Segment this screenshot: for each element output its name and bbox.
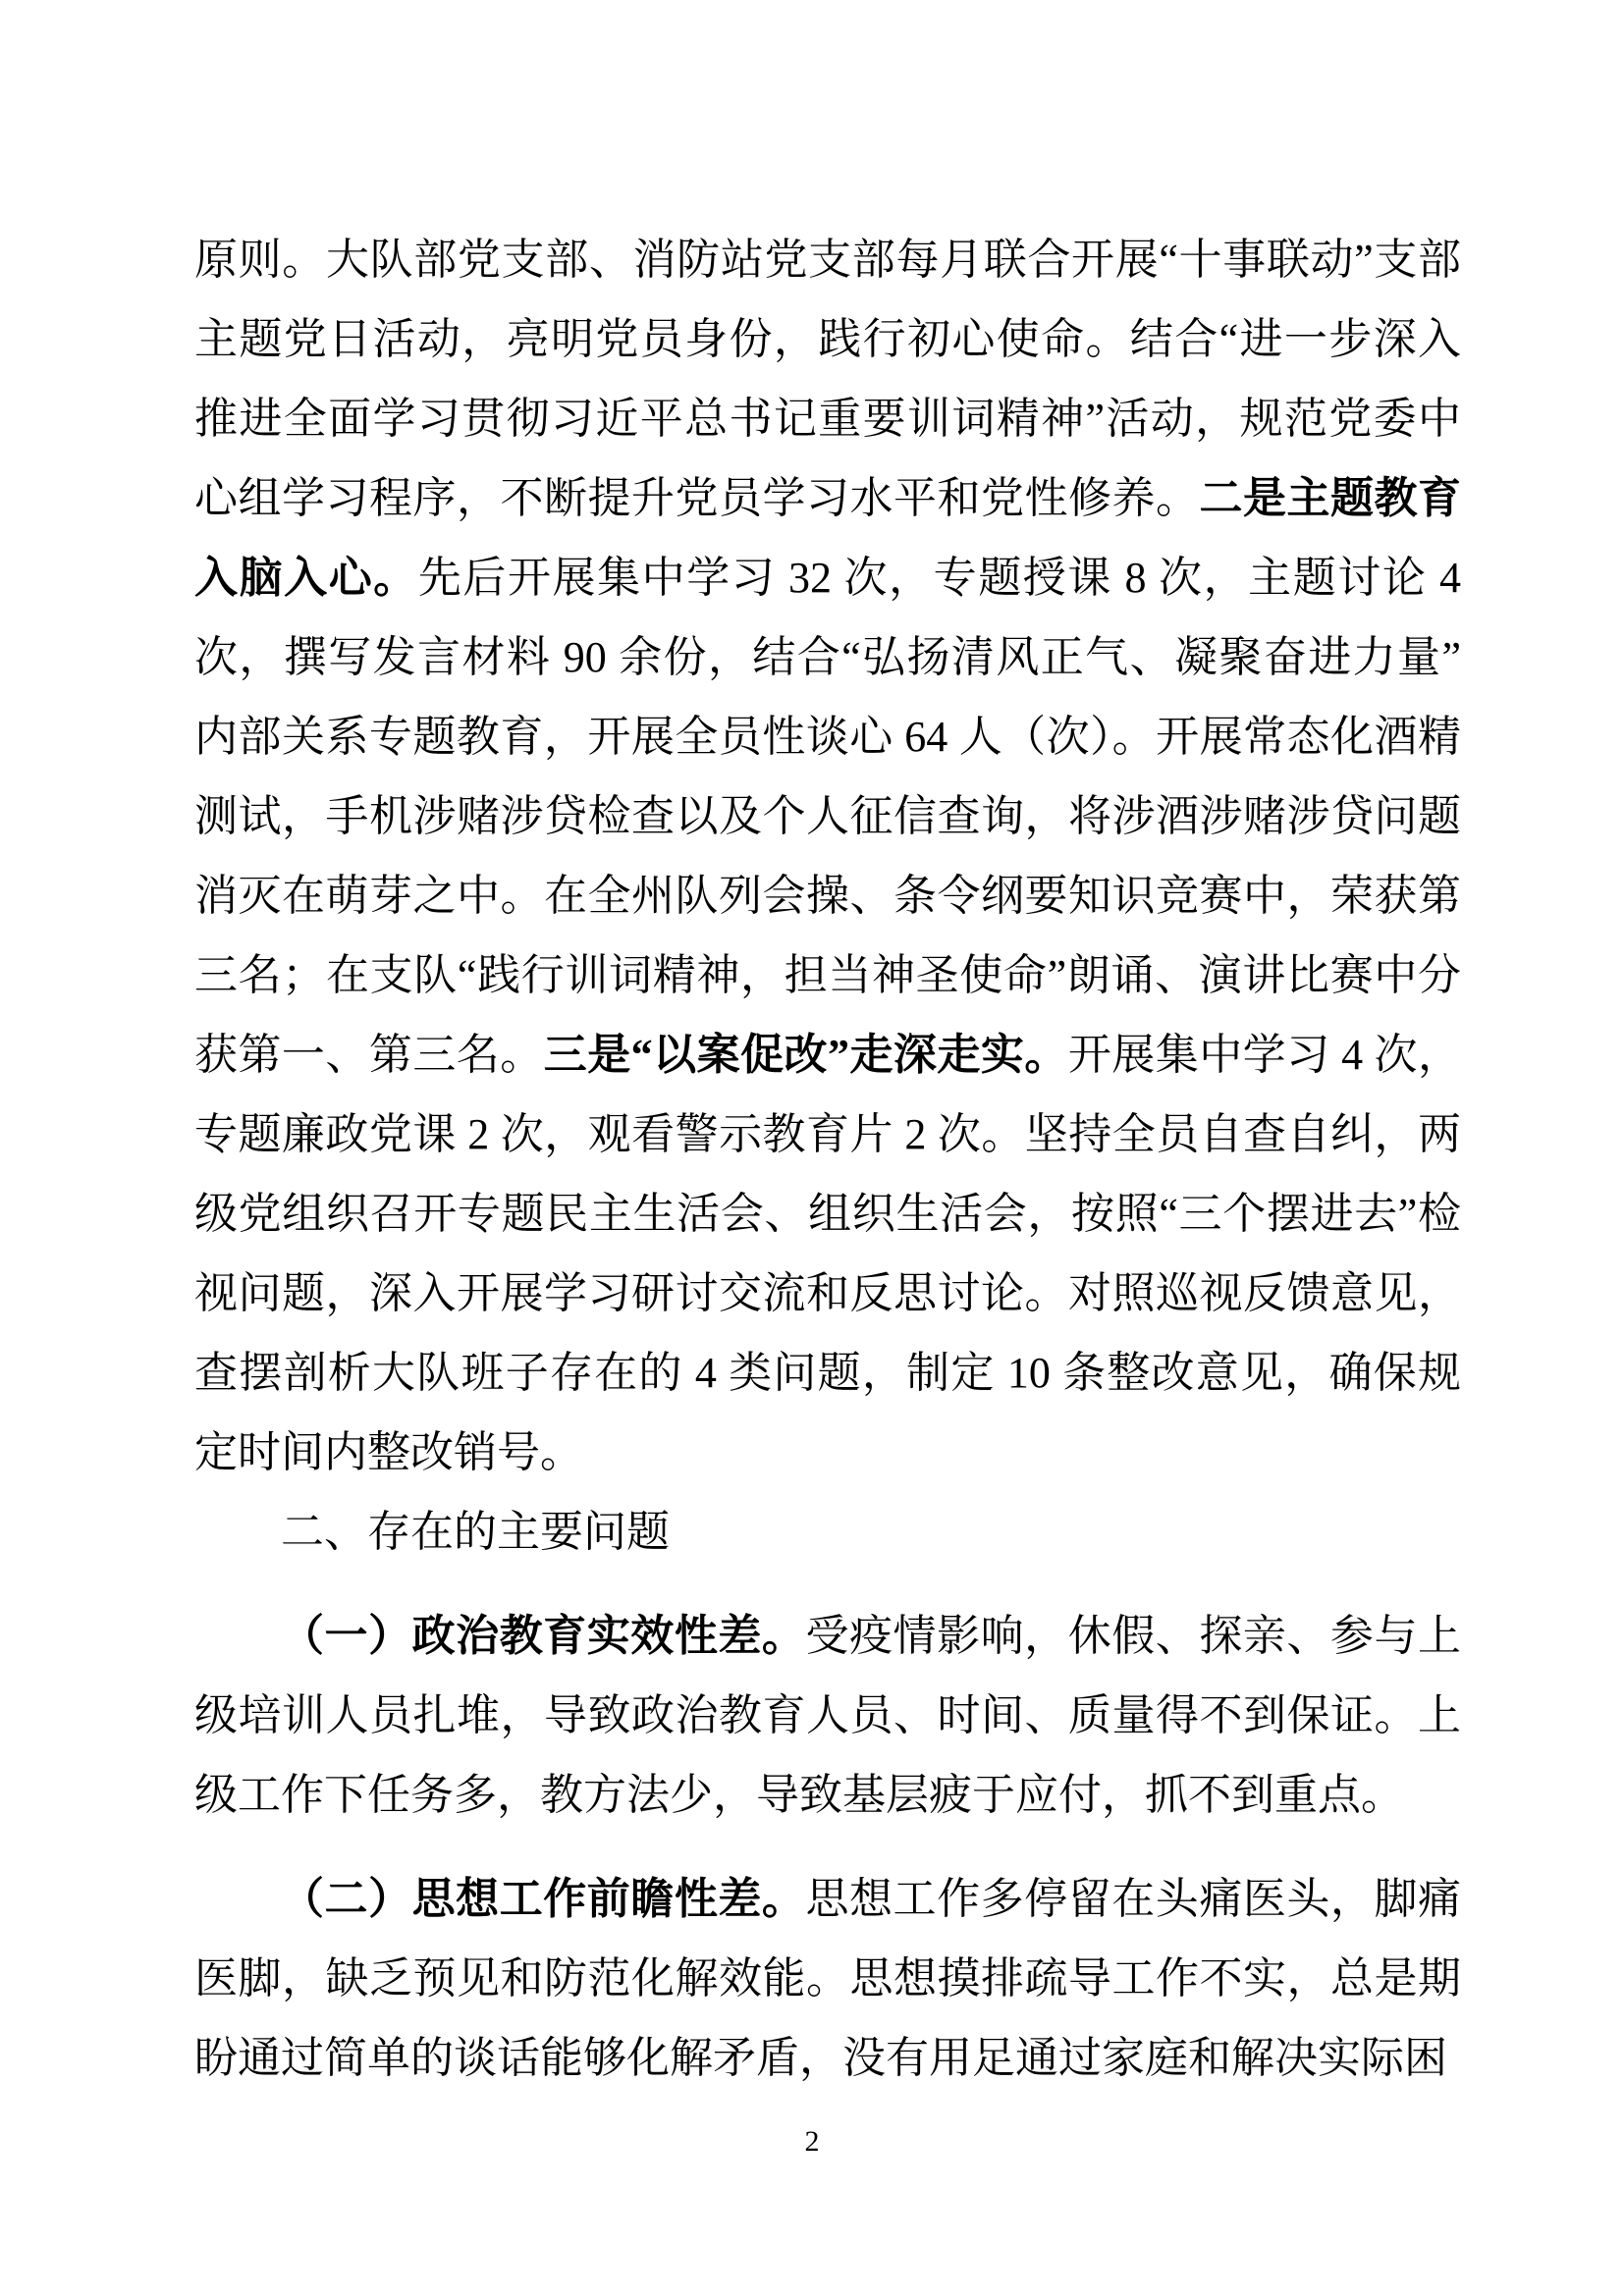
text-run: 开展集中学习 4 次，专题廉政党课 2 次，观看警示教育片 2 次。坚持全员自查自纠，两级党组织召开专题民主生活会、组织生活会，按照“三个摆进去”检视问题，深入开展学习研讨交流和反思讨论。对照巡视反馈意见，查摆剖析大队班子存在的 4 类问题，制定 10 条整改意见，确保规定时间内整改销号。	[194, 1031, 1462, 1476]
bold-text-run-case-rectification: 三是“以案促改”走深走实。	[543, 1031, 1068, 1079]
text-run: 先后开展集中学习 32 次，专题授课 8 次，主题讨论 4 次，撰写发言材料 90 余份，结合“弘扬清风正气、凝聚奋进力量”内部关系专题教育，开展全员性谈心 64 人（次）。开展常态化酒精测试，手机涉赌涉贷检查以及个人征信查询，将涉酒涉赌涉贷问题消灭在萌芽之中。在全州队列会操、条令纲要知识竞赛中，荣获第三名；在支队“践行训词精神，担当神圣使命”朗诵、演讲比赛中分获第一、第三名。	[194, 554, 1462, 1079]
section-heading-main-problems	[194, 1492, 1461, 1572]
text-run: 原则。大队部党支部、消防站党支部每月联合开展“十事联动”支部主题党日活动，亮明党员身份，践行初心使命。结合“进一步深入推进全面学习贯彻习近平总书记重要训词精神”活动，规范党委中心组学习程序，不断提升党员学习水平和党性修养。	[194, 236, 1461, 522]
paragraph-problem-1	[194, 1596, 1461, 1835]
document-body	[194, 220, 1461, 2098]
text-run: 受疫情影响，休假、探亲、参与上级培训人员扎堆，导致政治教育人员、时间、质量得不到保证。上级工作下任务多，教方法少，导致基层疲于应付，抓不到重点。	[194, 1612, 1462, 1819]
text-run: 思想工作多停留在头痛医头，脚痛医脚，缺乏预见和防范化解效能。思想摸排疏导工作不实，总是期盼通过简单的谈话能够化解矛盾，没有用足通过家庭和解决实际困	[194, 1875, 1462, 2082]
bold-text-run-problem-2-title: （二）思想工作前瞻性差。	[281, 1875, 806, 1923]
bold-text-run-problem-1-title: （一）政治教育实效性差。	[281, 1612, 806, 1660]
bold-text-run-topic-education: 二是主题教育入脑入心。	[194, 474, 1461, 602]
page-number: 2	[804, 2125, 820, 2158]
heading-text: 二、存在的主要问题	[281, 1508, 670, 1556]
paragraph-problem-2	[194, 1859, 1461, 2098]
paragraph-work-summary	[194, 220, 1461, 1492]
